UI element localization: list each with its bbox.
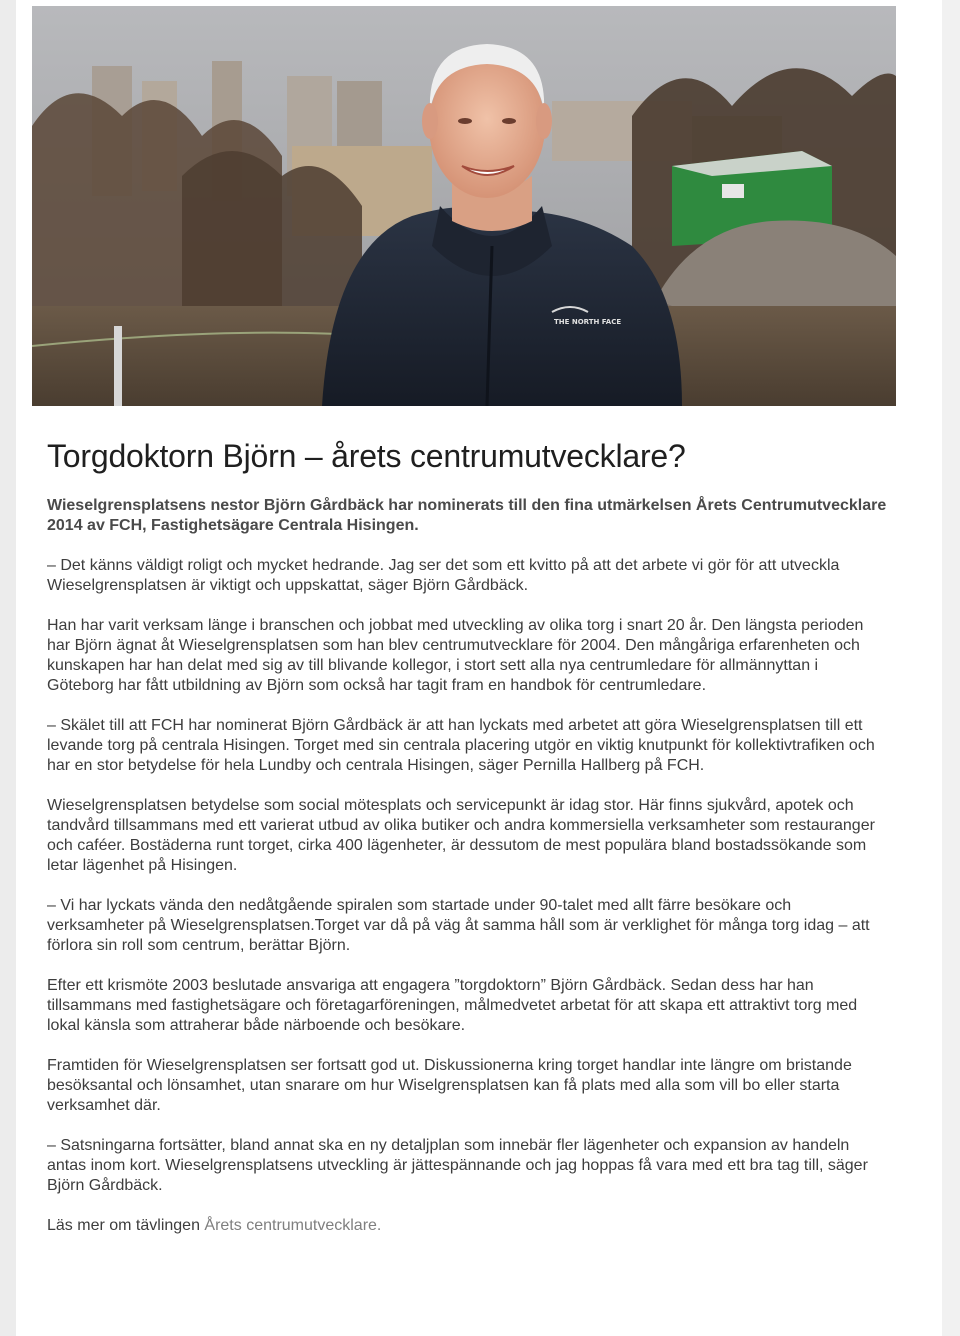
svg-text:THE NORTH FACE: THE NORTH FACE [554,318,622,326]
read-more-link[interactable]: Årets centrumutvecklare. [204,1217,382,1234]
article-paragraph: – Skälet till att FCH har nominerat Björn Gårdbäck är att han lyckats med arbetet att göra Wieselgrensplatsen till ett levande torg på centrala Hisingen. Torget med sin centrala placering utgör en viktig knutpunkt för kollektivtrafiken och har en stor betydelse för hela Lundby och centrala Hisingen, säger Pernilla Hallberg på FCH. [47,717,875,774]
article [47,436,887,1256]
page-edge [942,0,960,1336]
read-more [47,1216,887,1236]
hero-photo [32,6,896,406]
article-paragraph: Han har varit verksam länge i branschen och jobbat med utveckling av olika torg i snart 20 år. Den längsta perioden har Björn ägnat åt Wieselgrensplatsen som han blev centrumutvecklare för 2004. Den mångåriga erfarenheten och kunskapen har han delat med sig av till blivande kollegor, i stort sett alla nya centrumledare för allmännyttan i Göteborg har fått utbildning av Björn som också har tagit fram en handbok för centrumledare. [47,617,864,694]
article-paragraph: – Satsningarna fortsätter, bland annat ska en ny detaljplan som innebär fler lägenheter och expansion av handeln antas inom kort. Wieselgrensplatsens utveckling är jättespännande och jag hoppas få vara med ett bra tag till, säger Björn Gårdbäck. [47,1137,868,1194]
article-paragraph: Wieselgrensplatsen betydelse som social mötesplats och servicepunkt är idag stor. Här finns sjukvård, apotek och tandvård tillsammans med ett varierat utbud av olika butiker och andra kommersiella verksamheter som restauranger och caféer. Bostäderna runt torget, cirka 400 lägenheter, är dessutom de mest populära bland bostadssökande som letar lägenhet på Hisingen. [47,797,875,874]
article-paragraph: Framtiden för Wieselgrensplatsen ser fortsatt god ut. Diskussionerna kring torget handlar inte längre om bristande besöksantal och lönsamhet, utan snarare om hur Wiselgrensplatsen kan få plats med alla som vill bo eller starta verksamhet där. [47,1057,852,1114]
article-paragraph: Efter ett krismöte 2003 beslutade ansvariga att engagera ”torgdoktorn” Björn Gårdbäck. Sedan dess har han tillsammans med fastighetsägare och företagarföreningen, målmedvetet arbetat för att skapa ett attraktivt torg med lokal känsla som attraherar både närboende och besökare. [47,977,858,1034]
read-more-prefix: Läs mer om tävlingen [47,1217,205,1234]
article-lead: Wieselgrensplatsens nestor Björn Gårdbäck har nominerats till den fina utmärkelsen Årets Centrumutvecklare 2014 av FCH, Fastighetsägare Centrala Hisingen. [47,497,887,534]
article-title: Torgdoktorn Björn – årets centrumutvecklare? [47,438,686,474]
article-paragraph: – Vi har lyckats vända den nedåtgående spiralen som startade under 90-talet med allt färre besökare och verksamheter på Wieselgrensplatsen.Torget var då på väg åt samma håll som är verklighet för många torg idag – att förlora sin roll som centrum, berättar Björn. [47,897,870,954]
portrait-photo [32,6,896,406]
article-paragraph: – Det känns väldigt roligt och mycket hedrande. Jag ser det som ett kvitto på att det arbete vi gör för att utveckla Wieselgrensplatsen är viktigt och uppskattat, säger Björn Gårdbäck. [47,557,840,594]
